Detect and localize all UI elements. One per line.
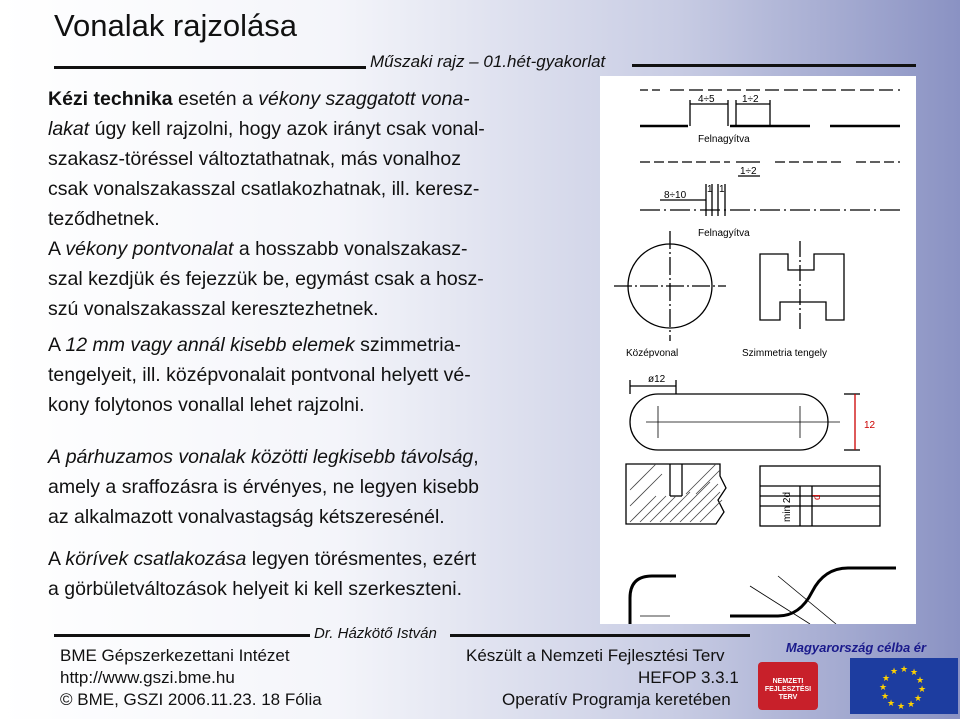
p2-text-2: a hosszabb vonalszakasz- [233, 238, 468, 260]
svg-text:★: ★ [879, 683, 888, 693]
paragraph-small-elements [48, 330, 588, 420]
p3-text-2: szimmetria- [354, 334, 461, 356]
dim-label-a: 4÷5 [698, 94, 715, 105]
p1-italic: vékony szaggatott vona- [258, 88, 470, 110]
badge-text: NEMZETI FEJLESZTÉSI TERV [764, 678, 812, 701]
page-title: Vonalak rajzolása [54, 8, 297, 43]
header-rule-left [54, 66, 366, 69]
svg-text:★: ★ [897, 702, 906, 712]
svg-text:★: ★ [890, 667, 899, 677]
felnagyitva-label-1: Felnagyítva [698, 134, 750, 145]
dim-label-e: 1 [707, 184, 713, 195]
footer-rule-left [54, 634, 310, 637]
dim-label-f: 1 [719, 184, 725, 195]
p5-line-2: a görbületváltozások helyeit ki kell szerkeszteni. [48, 578, 463, 600]
svg-text:★: ★ [882, 674, 891, 684]
svg-text:★: ★ [914, 694, 923, 704]
footer-right-line-2: HEFOP 3.3.1 [638, 668, 739, 687]
header-rule-right [632, 64, 916, 67]
kozepvonal-label: Középvonal [626, 348, 679, 359]
p1-line-3: szakasz-töréssel változtathatnak, más vonalhoz [48, 148, 461, 170]
p5-italic: körívek csatlakozása [65, 548, 247, 570]
nft-badge-icon [758, 662, 818, 710]
nft-logo [754, 640, 958, 714]
dim-label-b: 1÷2 [742, 94, 759, 105]
p3-text: A [48, 334, 66, 356]
p4-line-3: az alkalmazott vonalvastagság kétszeresénél. [48, 506, 445, 528]
svg-text:★: ★ [887, 699, 896, 709]
p5-text: A [48, 548, 66, 570]
footer-left-line-1: BME Gépszerkezettani Intézet [60, 646, 290, 665]
p1-italic-2: lakat [48, 118, 90, 140]
dim-label-c: 1÷2 [740, 166, 757, 177]
logo-slogan: Magyarország célba ér [785, 640, 927, 655]
p1-text: esetén a [172, 88, 259, 110]
p1-text-2: úgy kell rajzolni, hogy azok irányt csak vonal- [89, 118, 485, 140]
diameter-label: ø12 [648, 374, 666, 385]
twelve-label: 12 [864, 420, 876, 431]
line-examples-drawing [600, 76, 916, 624]
p4-text: , [473, 446, 479, 468]
p2-text: A [48, 238, 66, 260]
p1-line-4: csak vonalszakasszal csatlakozhatnak, ill. keresz- [48, 178, 480, 200]
p2-line-3: szú vonalszakasszal keresztezhetnek. [48, 298, 379, 320]
footer-right-line-3: Operatív Programja keretében [502, 690, 731, 709]
p3-line-3: kony folytonos vonallal lehet rajzolni. [48, 394, 365, 416]
footer-url-link[interactable]: http://www.gszi.bme.hu [60, 668, 235, 687]
p5-text-2: legyen törésmentes, ezért [246, 548, 477, 570]
svg-text:★: ★ [916, 676, 925, 686]
szimmetria-label: Szimmetria tengely [742, 348, 828, 359]
min2d-label: min 2d [782, 491, 793, 522]
eu-stars-icon [850, 658, 958, 714]
p3-italic: 12 mm vagy annál kisebb elemek [65, 334, 355, 356]
paragraph-parallel-lines [48, 442, 588, 532]
svg-text:★: ★ [907, 700, 916, 710]
paragraph-arc-joins [48, 544, 588, 604]
p1-bold-lead: Kézi technika [48, 88, 173, 110]
svg-text:★: ★ [918, 685, 927, 695]
d-label: d [812, 494, 823, 500]
p4-italic: A párhuzamos vonalak közötti legkisebb távolság [48, 446, 474, 468]
p1-line-5: teződhetnek. [48, 208, 160, 230]
dim-label-d: 8÷10 [664, 190, 687, 201]
page-subtitle: Műszaki rajz – 01.hét-gyakorlat [370, 52, 606, 71]
paragraph-dotted-line [48, 234, 588, 324]
svg-text:★: ★ [881, 692, 890, 702]
paragraph-hand-technique [48, 84, 588, 234]
author-name: Dr. Házkötő István [314, 625, 437, 642]
footer-rule-right [450, 634, 750, 637]
eu-flag-icon [850, 658, 958, 714]
p3-line-2: tengelyeit, ill. középvonalait pontvonal helyett vé- [48, 364, 471, 386]
p2-line-2: szal kezdjük és fejezzük be, egymást csak a hosz- [48, 268, 484, 290]
footer-left-line-3: © BME, GSZI 2006.11.23. 18 Fólia [60, 690, 322, 709]
p2-italic: vékony pontvonalat [65, 238, 234, 260]
felnagyitva-label-2: Felnagyítva [698, 228, 750, 239]
footer-right-line-1: Készült a Nemzeti Fejlesztési Terv [466, 646, 725, 665]
technical-drawing-figure [600, 76, 916, 624]
svg-text:★: ★ [910, 668, 919, 678]
svg-text:★: ★ [900, 665, 909, 675]
p4-line-2: amely a sraffozásra is érvényes, ne legyen kisebb [48, 476, 480, 498]
